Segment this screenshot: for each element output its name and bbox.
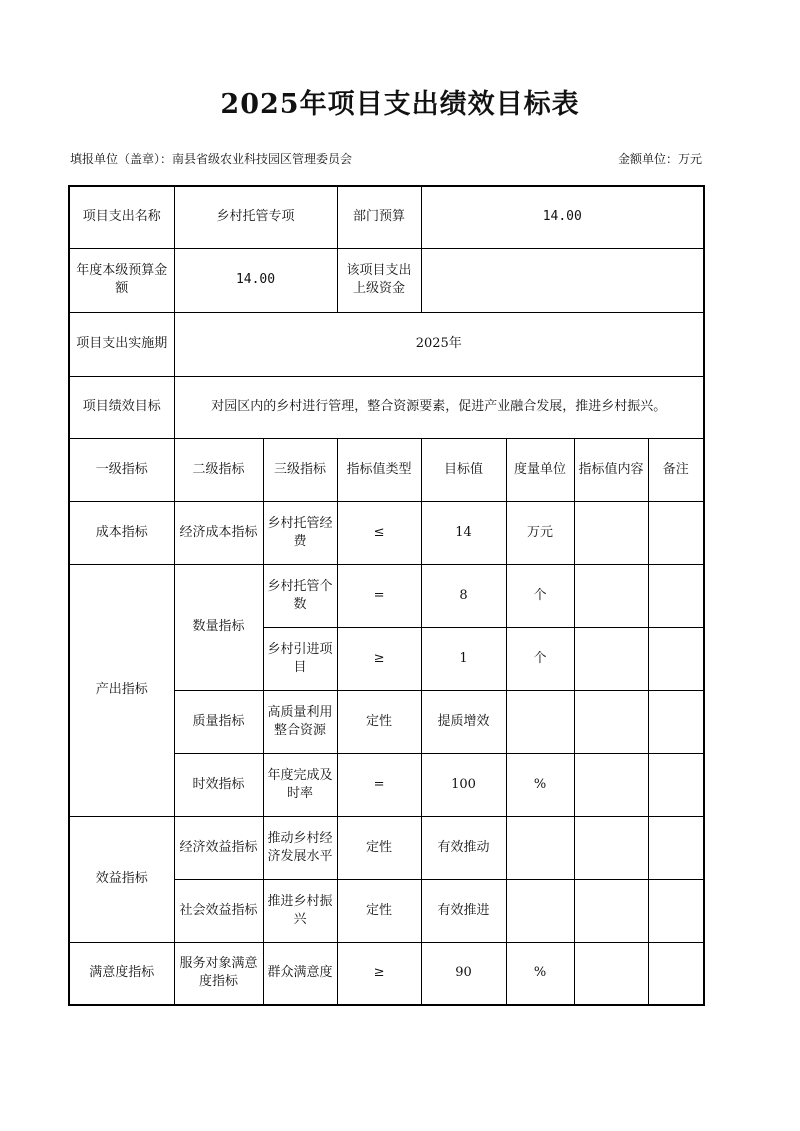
header-cell: 备注	[648, 438, 704, 501]
performance-table	[68, 185, 705, 1006]
level3-cell: 推动乡村经济发展水平	[263, 816, 337, 879]
page-title: 2025年项目支出绩效目标表	[220, 89, 580, 120]
type-cell: =	[337, 564, 421, 627]
content-cell	[574, 627, 648, 690]
note-cell	[648, 501, 704, 564]
dept-budget-value: 14.00	[421, 186, 704, 248]
level2-cell: 经济成本指标	[174, 501, 263, 564]
type-cell: ≥	[337, 627, 421, 690]
unit-cell: %	[506, 942, 574, 1005]
table-row	[69, 942, 704, 1005]
goal-value: 对园区内的乡村进行管理，整合资源要素，促进产业融合发展，推进乡村振兴。	[174, 376, 704, 438]
type-cell: =	[337, 753, 421, 816]
level3-cell: 乡村托管个数	[263, 564, 337, 627]
type-cell: 定性	[337, 816, 421, 879]
level2-cell: 数量指标	[174, 564, 263, 690]
unit-cell	[506, 690, 574, 753]
group-satisfaction: 满意度指标	[69, 942, 174, 1005]
level2-cell: 服务对象满意度指标	[174, 942, 263, 1005]
unit-cell: 万元	[506, 501, 574, 564]
note-cell	[648, 690, 704, 753]
target-cell: 14	[421, 501, 506, 564]
target-cell: 8	[421, 564, 506, 627]
target-cell: 有效推动	[421, 816, 506, 879]
unit-cell	[506, 816, 574, 879]
level3-cell: 年度完成及时率	[263, 753, 337, 816]
table-row	[69, 564, 704, 627]
type-cell: 定性	[337, 690, 421, 753]
header-cell: 目标值	[421, 438, 506, 501]
type-cell: ≥	[337, 942, 421, 1005]
level3-cell: 乡村引进项目	[263, 627, 337, 690]
annual-budget-label: 年度本级预算金额	[69, 248, 174, 312]
period-label: 项目支出实施期	[69, 312, 174, 376]
content-cell	[574, 753, 648, 816]
period-value: 2025年	[174, 312, 704, 376]
content-cell	[574, 816, 648, 879]
target-cell: 1	[421, 627, 506, 690]
note-cell	[648, 753, 704, 816]
table-row	[69, 816, 704, 879]
note-cell	[648, 879, 704, 942]
unit-cell: 个	[506, 627, 574, 690]
content-cell	[574, 690, 648, 753]
type-cell: ≤	[337, 501, 421, 564]
unit-cell: %	[506, 753, 574, 816]
level3-cell: 高质量利用整合资源	[263, 690, 337, 753]
level2-cell: 社会效益指标	[174, 879, 263, 942]
goal-label: 项目绩效目标	[69, 376, 174, 438]
level3-cell: 乡村托管经费	[263, 501, 337, 564]
level2-cell: 时效指标	[174, 753, 263, 816]
target-cell: 90	[421, 942, 506, 1005]
target-cell: 有效推进	[421, 879, 506, 942]
unit-cell: 个	[506, 564, 574, 627]
level2-cell: 质量指标	[174, 690, 263, 753]
header-cell: 度量单位	[506, 438, 574, 501]
target-cell: 100	[421, 753, 506, 816]
header-cell: 一级指标	[69, 438, 174, 501]
note-cell	[648, 627, 704, 690]
target-cell: 提质增效	[421, 690, 506, 753]
note-cell	[648, 942, 704, 1005]
unit-cell	[506, 879, 574, 942]
header-cell: 指标值内容	[574, 438, 648, 501]
dept-budget-label: 部门预算	[337, 186, 421, 248]
header-cell: 三级指标	[263, 438, 337, 501]
content-cell	[574, 879, 648, 942]
group-benefit: 效益指标	[69, 816, 174, 942]
annual-budget-value: 14.00	[174, 248, 337, 312]
content-cell	[574, 501, 648, 564]
level2-cell: 经济效益指标	[174, 816, 263, 879]
content-cell	[574, 942, 648, 1005]
project-name-label: 项目支出名称	[69, 186, 174, 248]
type-cell: 定性	[337, 879, 421, 942]
amount-unit: 金额单位：万元	[617, 152, 702, 166]
note-cell	[648, 816, 704, 879]
level3-cell: 推进乡村振兴	[263, 879, 337, 942]
group-cost: 成本指标	[69, 501, 174, 564]
level3-cell: 群众满意度	[263, 942, 337, 1005]
content-cell	[574, 564, 648, 627]
header-cell: 指标值类型	[337, 438, 421, 501]
header-cell: 二级指标	[174, 438, 263, 501]
superior-fund-value	[421, 248, 704, 312]
group-output: 产出指标	[69, 564, 174, 816]
table-row	[69, 501, 704, 564]
header-row	[69, 438, 704, 501]
note-cell	[648, 564, 704, 627]
project-name-value: 乡村托管专项	[174, 186, 337, 248]
filler-unit: 填报单位（盖章）：南县省级农业科技园区管理委员会	[70, 152, 353, 166]
superior-fund-label: 该项目支出上级资金	[337, 248, 421, 312]
